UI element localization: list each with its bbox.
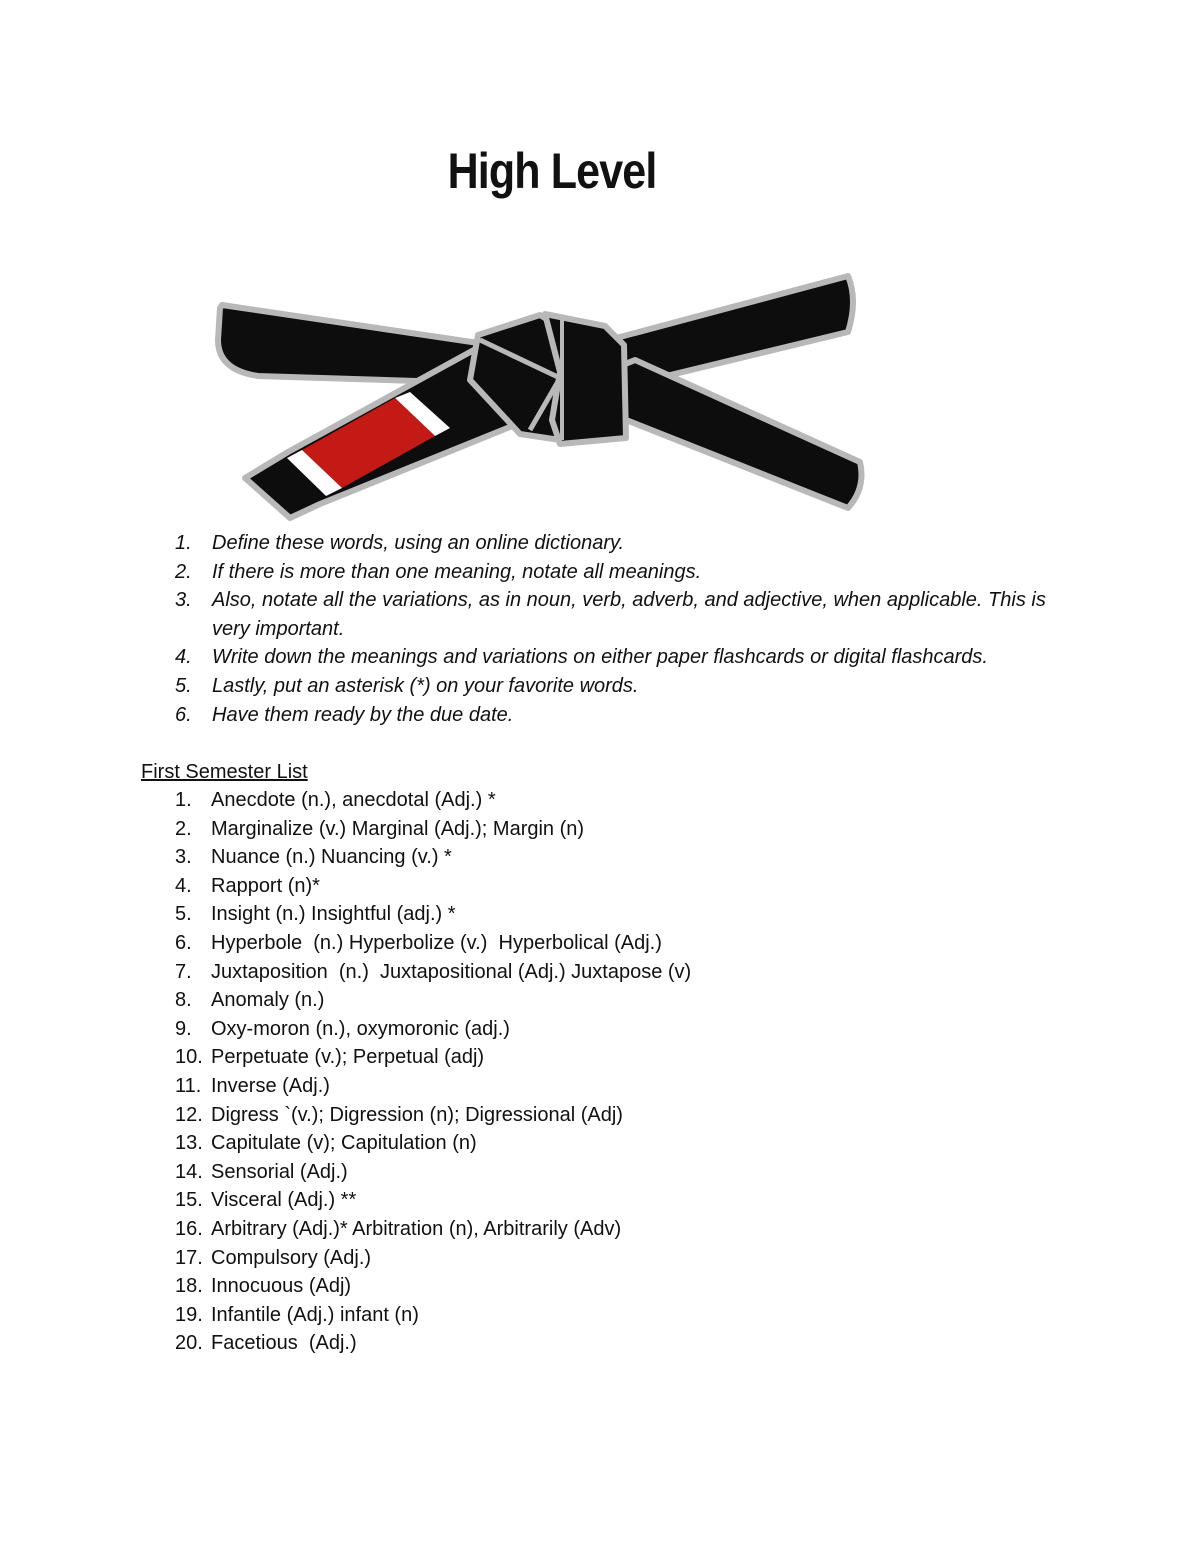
instruction-item (175, 701, 1075, 730)
instruction-number: 1. (175, 532, 192, 554)
word-number: 16. (175, 1217, 203, 1240)
list-item (175, 900, 1075, 929)
word-number: 2. (175, 817, 192, 840)
word-number: 17. (175, 1246, 203, 1269)
list-item (175, 1272, 1075, 1301)
page-title: High Level (447, 143, 657, 199)
instruction-number: 4. (175, 646, 192, 669)
list-item (175, 843, 1075, 872)
list-item (175, 1072, 1075, 1101)
word-number: 18. (175, 1275, 203, 1298)
word-text: Perpetuate (v.); Perpetual (adj) (211, 1046, 485, 1069)
list-item (175, 1244, 1075, 1273)
list-item (175, 1215, 1075, 1244)
word-text: Marginalize (v.) Marginal (Adj.); Margin (n) (211, 817, 585, 840)
list-item (175, 986, 1075, 1015)
word-text: Capitulate (v); Capitulation (n) (211, 1132, 477, 1155)
section-heading: First Semester List (141, 761, 308, 783)
word-text: Innocuous (Adj) (211, 1275, 352, 1298)
instruction-text: Have them ready by the due date. (212, 703, 514, 726)
word-text: Nuance (n.) Nuancing (v.) * (211, 846, 452, 869)
word-number: 8. (175, 989, 192, 1012)
word-text: Visceral (Adj.) ** (211, 1189, 357, 1212)
instruction-text: Define these words, using an online dictionary. (212, 532, 625, 554)
word-number: 9. (175, 1017, 192, 1040)
word-number: 12. (175, 1103, 203, 1126)
instruction-item (175, 643, 1075, 672)
list-item (175, 929, 1075, 958)
word-text: Insight (n.) Insightful (adj.) * (211, 903, 456, 926)
instruction-text: If there is more than one meaning, notate all meanings. (212, 560, 702, 583)
list-item (175, 786, 1075, 815)
list-item (175, 1015, 1075, 1044)
instructions-list (175, 529, 1075, 729)
word-number: 19. (175, 1303, 203, 1326)
instruction-text: Lastly, put an asterisk (*) on your favorite words. (212, 674, 639, 697)
instruction-number: 3. (175, 589, 192, 612)
list-item (175, 1129, 1075, 1158)
word-text: Compulsory (Adj.) (211, 1246, 372, 1269)
word-text: Juxtaposition (n.) Juxtapositional (Adj.) Juxtapose (v) (211, 960, 692, 983)
word-text: Oxy-moron (n.), oxymoronic (adj.) (211, 1017, 510, 1040)
black-belt-image (205, 262, 880, 524)
word-list (175, 786, 1075, 1358)
word-number: 13. (175, 1132, 203, 1155)
word-number: 6. (175, 931, 192, 954)
word-number: 1. (175, 789, 192, 811)
instruction-item (175, 529, 1075, 558)
belt-right-tail-lower (598, 360, 862, 508)
list-item (175, 1186, 1075, 1215)
word-text: Sensorial (Adj.) (211, 1160, 348, 1183)
instruction-item (175, 558, 1075, 587)
list-item (175, 1301, 1075, 1330)
word-text: Hyperbole (n.) Hyperbolize (v.) Hyperbolical (Adj.) (211, 931, 662, 954)
word-text: Digress `(v.); Digression (n); Digressional (Adj) (211, 1103, 623, 1126)
word-number: 10. (175, 1046, 203, 1069)
list-item (175, 1101, 1075, 1130)
list-item (175, 1329, 1075, 1358)
word-text: Anecdote (n.), anecdotal (Adj.) * (211, 789, 496, 811)
list-item (175, 1043, 1075, 1072)
word-number: 3. (175, 846, 192, 869)
list-item (175, 815, 1075, 844)
instruction-number: 6. (175, 703, 192, 726)
list-item (175, 872, 1075, 901)
instruction-text: Also, notate all the variations, as in noun, verb, adverb, and adjective, when applicable. This is very important. (212, 589, 1046, 640)
word-number: 14. (175, 1160, 203, 1183)
word-number: 7. (175, 960, 192, 983)
list-item (175, 958, 1075, 987)
word-text: Infantile (Adj.) infant (n) (211, 1303, 419, 1326)
instruction-text: Write down the meanings and variations on either paper flashcards or digital flashcards. (212, 646, 988, 669)
word-number: 5. (175, 903, 192, 926)
word-text: Rapport (n)* (211, 874, 320, 897)
word-number: 4. (175, 874, 192, 897)
instruction-item (175, 586, 1075, 643)
word-text: Arbitrary (Adj.)* Arbitration (n), Arbitrarily (Adv) (211, 1217, 622, 1240)
word-text: Facetious (Adj.) (211, 1332, 357, 1355)
instruction-item (175, 672, 1075, 701)
word-number: 15. (175, 1189, 203, 1212)
instruction-number: 2. (175, 560, 192, 583)
word-text: Inverse (Adj.) (211, 1074, 330, 1097)
word-number: 20. (175, 1332, 203, 1355)
word-number: 11. (175, 1074, 202, 1097)
instruction-number: 5. (175, 674, 192, 697)
list-item (175, 1158, 1075, 1187)
word-text: Anomaly (n.) (211, 989, 325, 1012)
